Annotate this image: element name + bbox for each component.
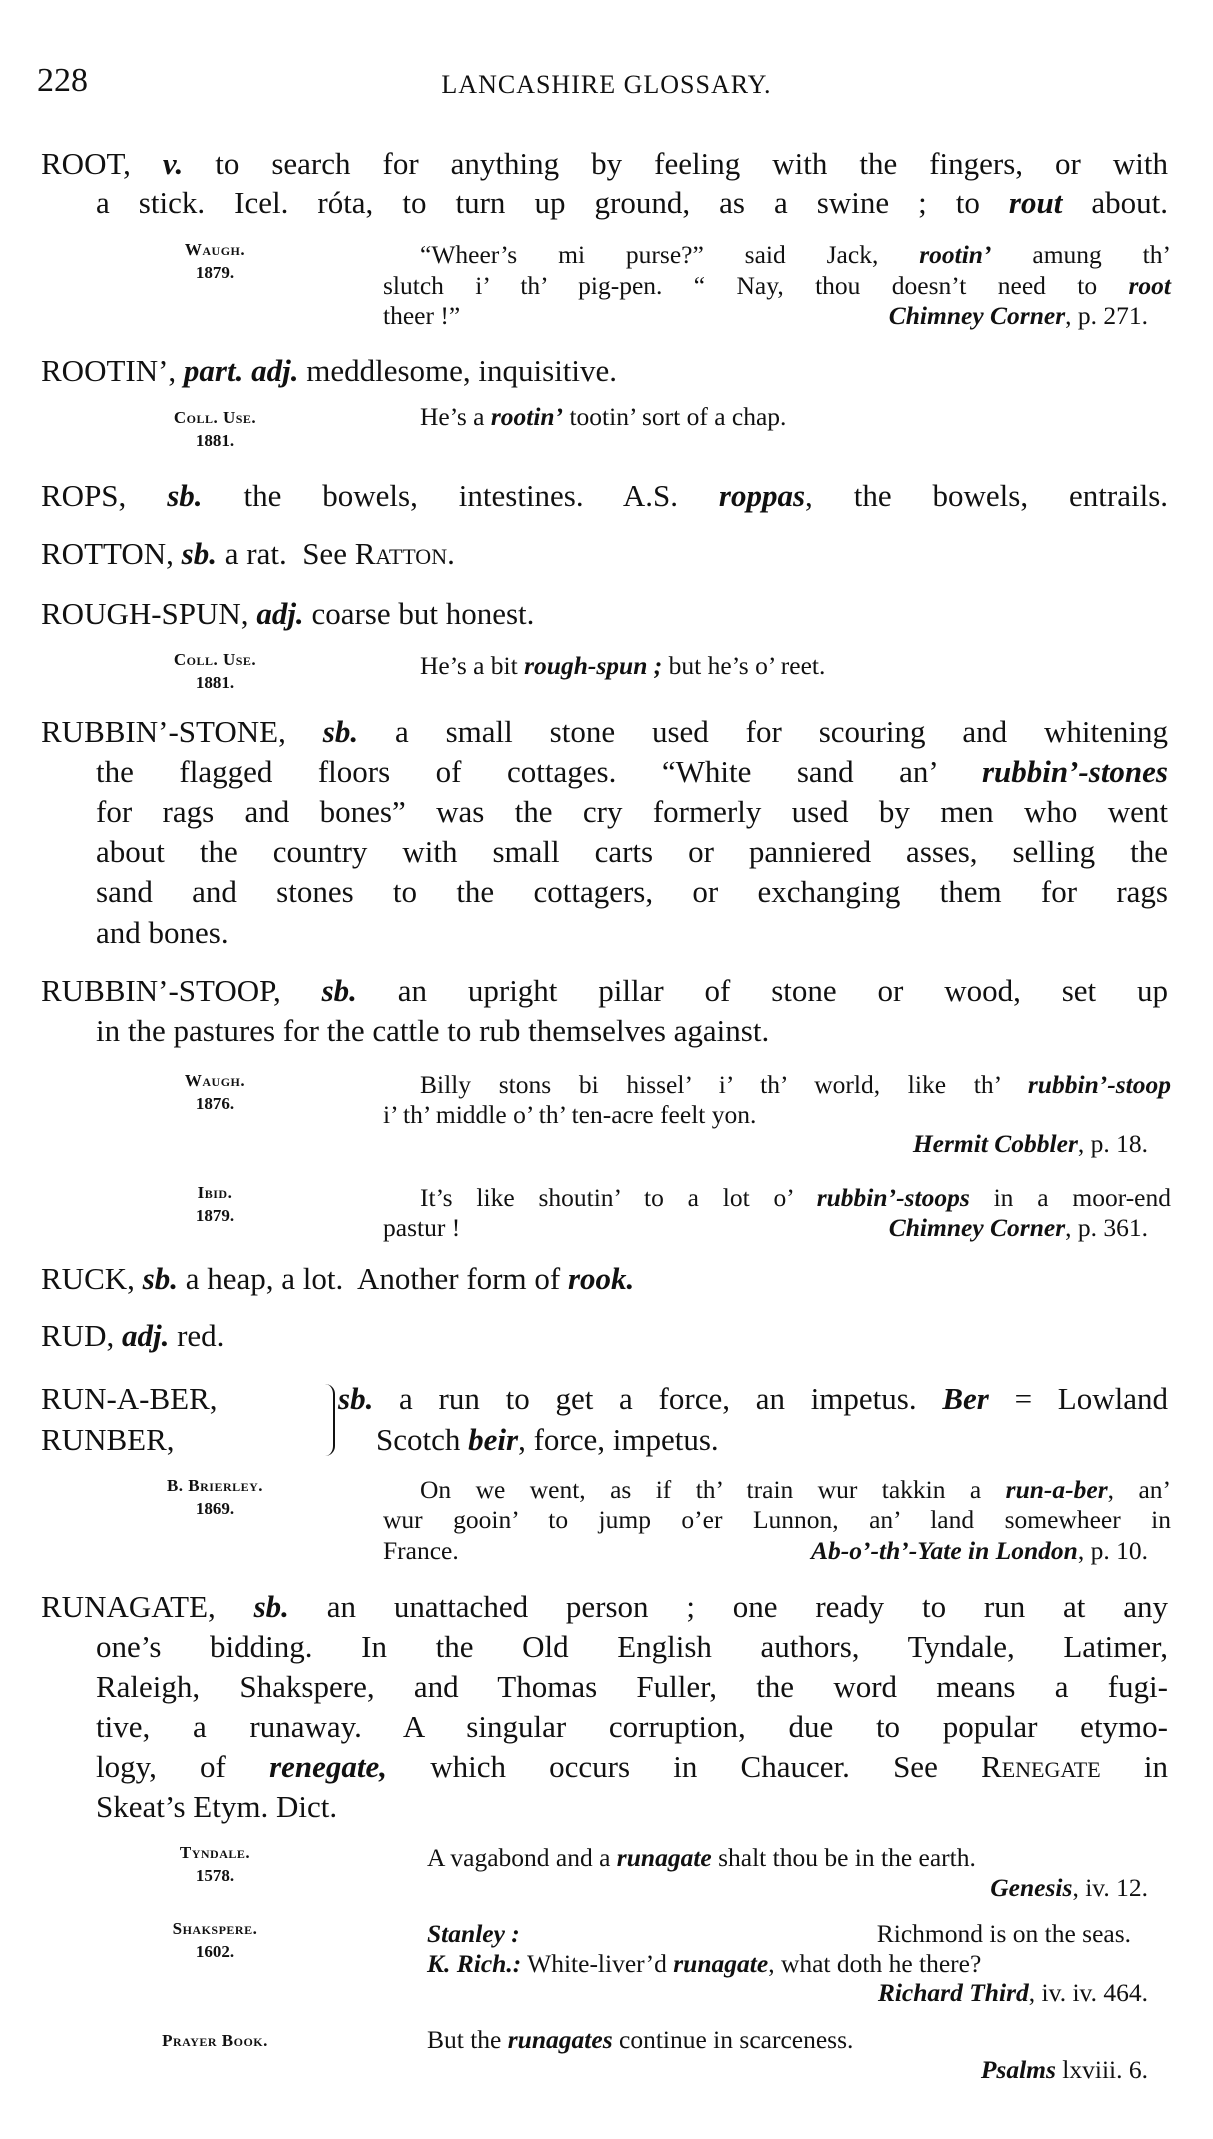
text-run: Scotch [376,1421,469,1457]
text-run: Richmond is on the seas. [876,1918,1131,1948]
italic-text: sb. [321,972,357,1008]
entry-headline [41,713,1168,749]
text-run: i’ th’ middle o’ th’ ten-acre feelt yon. [383,1099,757,1129]
definition-line [96,1012,1168,1048]
text-run: On we went, as if th’ train wur takkin a [420,1474,1006,1504]
quotation-line [420,1069,1171,1099]
text-run: an upright pillar of stone or wood, set up [356,972,1168,1008]
definition-line [96,1748,1168,1784]
citation-year [150,1867,280,1884]
text-run: = Lowland [988,1380,1168,1416]
citation-author [150,241,280,258]
definition-line [96,1628,1168,1664]
italic-text: run-a-ber [1005,1474,1108,1504]
text-run: 1578. [195,1865,235,1885]
citation-author [150,409,280,426]
text-run: RUNAGATE, [41,1588,254,1624]
text-run: Coll. Use. [173,407,257,427]
italic-text: runagate [673,1948,769,1978]
text-run: A vagabond and a [427,1842,617,1872]
citation-author [150,1477,280,1494]
text-run: , p. 361. [1065,1212,1148,1242]
text-run: ROOTIN’, [41,352,184,388]
text-run: B. Brierley. [166,1475,264,1495]
text-run: shalt thou be in the earth. [711,1842,976,1872]
text-run: about. [1062,184,1169,220]
quotation-line [420,1474,1172,1504]
quotation-line [420,1182,1171,1212]
citation-author [150,1920,280,1937]
italic-text: sb. [338,1380,374,1416]
italic-text: Psalms [980,2054,1056,2084]
definition-line [376,1421,719,1457]
text-run: 1881. [195,672,235,692]
definition-line [96,793,1168,829]
text-run: ROOT, [41,145,163,181]
text-run: RUBBIN’-STONE, [41,713,323,749]
definition-line [338,1380,1168,1416]
text-run: a heap, a lot. Another form of [177,1260,568,1296]
text-run: the flagged floors of cottages. “White sand an’ [96,753,982,789]
citation-year [150,674,280,691]
citation-source [990,1872,1148,1902]
quotation-line [427,2024,1213,2054]
text-run: He’s a [420,401,491,431]
text-run: RUBBIN’-STOOP, [41,972,322,1008]
text-run: 1869. [195,1498,235,1518]
italic-text: Richard Third [877,1977,1029,2007]
italic-text: rook. [567,1260,635,1296]
text-run: 1879. [195,262,235,282]
italic-text: sb. [167,477,203,513]
text-run: continue in scarceness. [612,2024,854,2054]
citation-source [876,1918,1131,1948]
italic-text: rubbin’-stoops [816,1182,970,1212]
entry-headline [41,1260,1168,1296]
text-run: Skeat’s Etym. Dict. [96,1788,338,1824]
text-run: Waugh. [184,1070,246,1090]
text-run: White-liver’d [521,1948,674,1978]
citation-year [150,1095,280,1112]
text-run: RUN-A-BER, [41,1380,218,1416]
definition-line [96,1788,1168,1824]
italic-text: runagates [507,2024,613,2054]
text-run: ROPS, [41,477,168,513]
text-run: coarse but honest. [303,595,535,631]
text-run: tootin’ sort of a chap. [563,401,787,431]
quotation-line [427,1842,1213,1872]
italic-text: adj. [121,1317,170,1353]
entry-headline [41,1317,1168,1353]
citation-year [150,1500,280,1517]
text-run: ROTTON, [41,535,182,571]
italic-text: Hermit Cobbler [912,1128,1078,1158]
citation-year [150,432,280,449]
text-run: , an’ [1107,1474,1172,1504]
citation-author [150,651,280,668]
text-run: But the [427,2024,508,2054]
citation-author [150,2032,280,2049]
text-run: Waugh. [184,239,246,259]
text-run: in the pastures for the cattle to rub themselves against. [96,1012,770,1048]
text-run: red. [169,1317,225,1353]
italic-text: rootin’ [919,239,992,269]
italic-text: renegate, [269,1748,388,1784]
definition-line [96,753,1168,789]
text-run: Ibid. [197,1182,233,1202]
entry-headline [41,477,1169,513]
text-run: sand and stones to the cottagers, or exchanging them for rags [96,873,1168,909]
italic-text: Chimney Corner [888,1212,1066,1242]
text-run: which occurs in Chaucer. See [387,1748,982,1784]
text-run: , iv. iv. 464. [1028,1977,1148,2007]
citation-source [877,1977,1148,2007]
small-caps-text: Renegate [981,1748,1101,1784]
text-run: wur gooin’ to jump o’er Lunnon, an’ land somewheer in [383,1504,1171,1534]
entry-headline [41,1588,1168,1624]
text-run: the bowels, intestines. A.S. [202,477,719,513]
text-run: meddlesome, inquisitive. [298,352,618,388]
definition-line [96,833,1168,869]
italic-text: rubbin’-stoop [1027,1069,1171,1099]
definition-line [96,1668,1168,1704]
italic-text: rootin’ [490,401,564,431]
italic-text: Genesis [990,1872,1073,1902]
text-run: one’s bidding. In the Old English authors, Tyndale, Latimer, [96,1628,1168,1664]
text-run: Shakspere. [172,1918,258,1938]
italic-text: sb. [322,713,359,749]
text-run: Raleigh, Shakspere, and Thomas Fuller, the word means a fugi- [96,1668,1168,1704]
text-run: logy, of [96,1748,270,1784]
italic-text: sb. [142,1260,178,1296]
italic-text: adj. [256,595,304,631]
text-run: , p. 18. [1077,1128,1148,1158]
italic-text: v. [162,145,184,181]
text-run: an unattached person ; one ready to run at any [288,1588,1168,1624]
text-run: , iv. 12. [1072,1872,1148,1902]
italic-text: rout [1008,184,1063,220]
quotation-line [383,1099,1171,1129]
text-run: a stick. Icel. róta, to turn up ground, as a swine ; to [96,184,1009,220]
quotation-line [427,1948,1213,1978]
definition-line [96,184,1169,220]
citation-author [150,1184,280,1201]
text-run: He’s a bit [420,650,525,680]
italic-text: part. adj. [183,352,299,388]
italic-text: rough-spun ; [524,650,663,680]
italic-text: rubbin’-stones [981,753,1168,789]
italic-text: Ab-o’-th’-Yate in London [811,1535,1078,1565]
text-run: in [1100,1748,1168,1784]
citation-year [150,264,280,281]
text-run: theer !” [383,300,461,330]
text-run: ROUGH-SPUN, [41,595,257,631]
text-run: Tyndale. [179,1842,251,1862]
entry-headline [41,535,1168,571]
text-run: , force, impetus. [518,1421,719,1457]
text-run: and bones. [96,914,229,950]
quotation-line [420,239,1171,269]
text-run: in a moor-end [969,1182,1171,1212]
italic-text: Stanley : [427,1918,520,1948]
citation-year [150,1207,280,1224]
italic-text: runagate [616,1842,712,1872]
text-run: a rat. See [216,535,355,571]
text-run: 1879. [195,1205,235,1225]
text-run: a run to get a force, an impetus. [373,1380,943,1416]
italic-text: beir [468,1421,519,1457]
italic-text: sb. [181,535,217,571]
text-run: pastur ! [383,1212,461,1242]
text-run: , p. 10. [1077,1535,1148,1565]
italic-text: root [1128,270,1171,300]
italic-text: K. Rich.: [427,1948,522,1978]
italic-text: sb. [253,1588,289,1624]
text-run: for rags and bones” was the cry formerly used by men who went [96,793,1168,829]
definition-line [96,873,1168,909]
citation-author [150,1844,280,1861]
text-run: Prayer Book. [162,2030,268,2050]
citation-source [912,1128,1148,1158]
citation-source [888,300,1148,330]
definition-line [96,914,1168,950]
text-run: tive, a runaway. A singular corruption, due to popular etymo- [96,1708,1168,1744]
citation-source [888,1212,1148,1242]
running-title: LANCASHIRE GLOSSARY. [441,70,772,99]
text-run: Coll. Use. [173,649,257,669]
entry-headline [41,145,1168,181]
entry-headline [41,972,1168,1008]
text-run: , what doth he there? [768,1948,982,1978]
quotation-line [420,650,1171,680]
text-run: 1881. [195,430,235,450]
citation-author [150,1072,280,1089]
text-run: 1876. [195,1093,235,1113]
entry-headline [41,595,1168,631]
italic-text: Chimney Corner [888,300,1066,330]
text-run: France. [383,1535,459,1565]
text-run: Billy stons bi hissel’ i’ th’ world, like th’ [420,1069,1028,1099]
definition-line [96,1708,1168,1744]
text-run: , the bowels, entrails. [805,477,1169,513]
text-run: RUD, [41,1317,122,1353]
citation-source [811,1535,1148,1565]
small-caps-text: Ratton. [354,535,455,571]
text-run: amung th’ [991,239,1171,269]
text-run: “Wheer’s mi purse?” said Jack, [420,239,920,269]
text-run: to search for anything by feeling with the fingers, or with [183,145,1168,181]
italic-text: Ber [942,1380,989,1416]
quotation-line [420,401,1171,431]
text-run: , p. 271. [1065,300,1148,330]
citation-year [150,1943,280,1960]
citation-source [980,2054,1148,2084]
text-run: 1602. [195,1941,235,1961]
text-run: lxviii. 6. [1055,2054,1148,2084]
text-run: but he’s o’ reet. [662,650,826,680]
text-run: slutch i’ th’ pig-pen. “ Nay, thou doesn’t need to [383,270,1129,300]
quotation-line [383,270,1171,300]
text-run: a small stone used for scouring and whitening [358,713,1168,749]
text-run: It’s like shoutin’ to a lot o’ [420,1182,817,1212]
entry-headline [41,352,1168,388]
italic-text: roppas [718,477,806,513]
quotation-line [383,1504,1171,1534]
text-run: about the country with small carts or panniered asses, selling the [96,833,1168,869]
page-number: 228 [37,62,88,99]
text-run: RUNBER, [41,1421,175,1457]
text-run: RUCK, [41,1260,143,1296]
